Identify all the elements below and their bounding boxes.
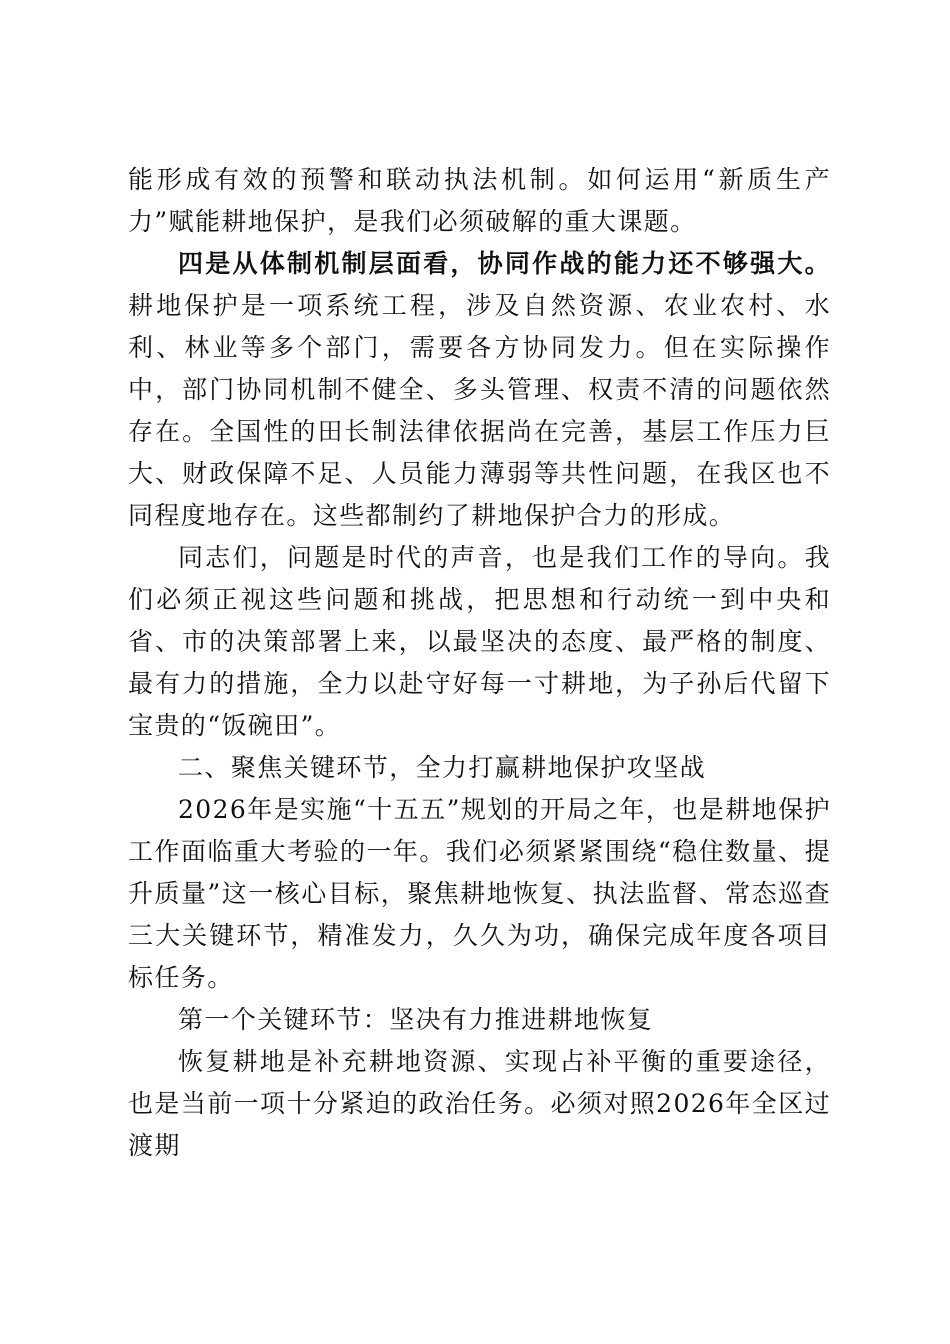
paragraph-1 [128,159,831,243]
section-heading [128,747,831,789]
paragraph-7-text: 恢复耕地是补充耕地资源、实现占补平衡的重要途径，也是当前一项十分紧迫的政治任务。必须对照2026年全区过渡期 [128,1047,831,1160]
paragraph-2-bold-lead: 四是从体制机制层面看，协同作战的能力还不够强大。 [178,249,831,278]
paragraph-5 [128,789,831,999]
section-heading-text: 二、聚焦关键环节，全力打赢耕地保护攻坚战 [178,753,707,782]
document-body [128,159,831,1167]
paragraph-3-text: 同志们，问题是时代的声音，也是我们工作的导向。我们必须正视这些问题和挑战，把思想和行动统一到中央和省、市的决策部署上来，以最坚决的态度、最严格的制度、最有力的措施，全力以赴守好每一寸耕地，为子孙后代留下宝贵的“饭碗田”。 [128,543,831,740]
paragraph-7 [128,1041,831,1167]
subsection-heading [128,999,831,1041]
paragraph-1-text: 能形成有效的预警和联动执法机制。如何运用“新质生产力”赋能耕地保护，是我们必须破解的重大课题。 [128,165,831,236]
subsection-heading-text: 第一个关键环节：坚决有力推进耕地恢复 [178,1005,654,1034]
paragraph-3 [128,537,831,747]
paragraph-2-text: 耕地保护是一项系统工程，涉及自然资源、农业农村、水利、林业等多个部门，需要各方协同发力。但在实际操作中，部门协同机制不健全、多头管理、权责不清的问题依然存在。全国性的田长制法律依据尚在完善，基层工作压力巨大、财政保障不足、人员能力薄弱等共性问题，在我区也不同程度地存在。这些都制约了耕地保护合力的形成。 [128,291,831,530]
paragraph-5-text: 2026年是实施“十五五”规划的开局之年，也是耕地保护工作面临重大考验的一年。我们必须紧紧围绕“稳住数量、提升质量”这一核心目标，聚焦耕地恢复、执法监督、常态巡查三大关键环节，精准发力，久久为功，确保完成年度各项目标任务。 [128,795,831,992]
paragraph-2 [128,243,831,537]
